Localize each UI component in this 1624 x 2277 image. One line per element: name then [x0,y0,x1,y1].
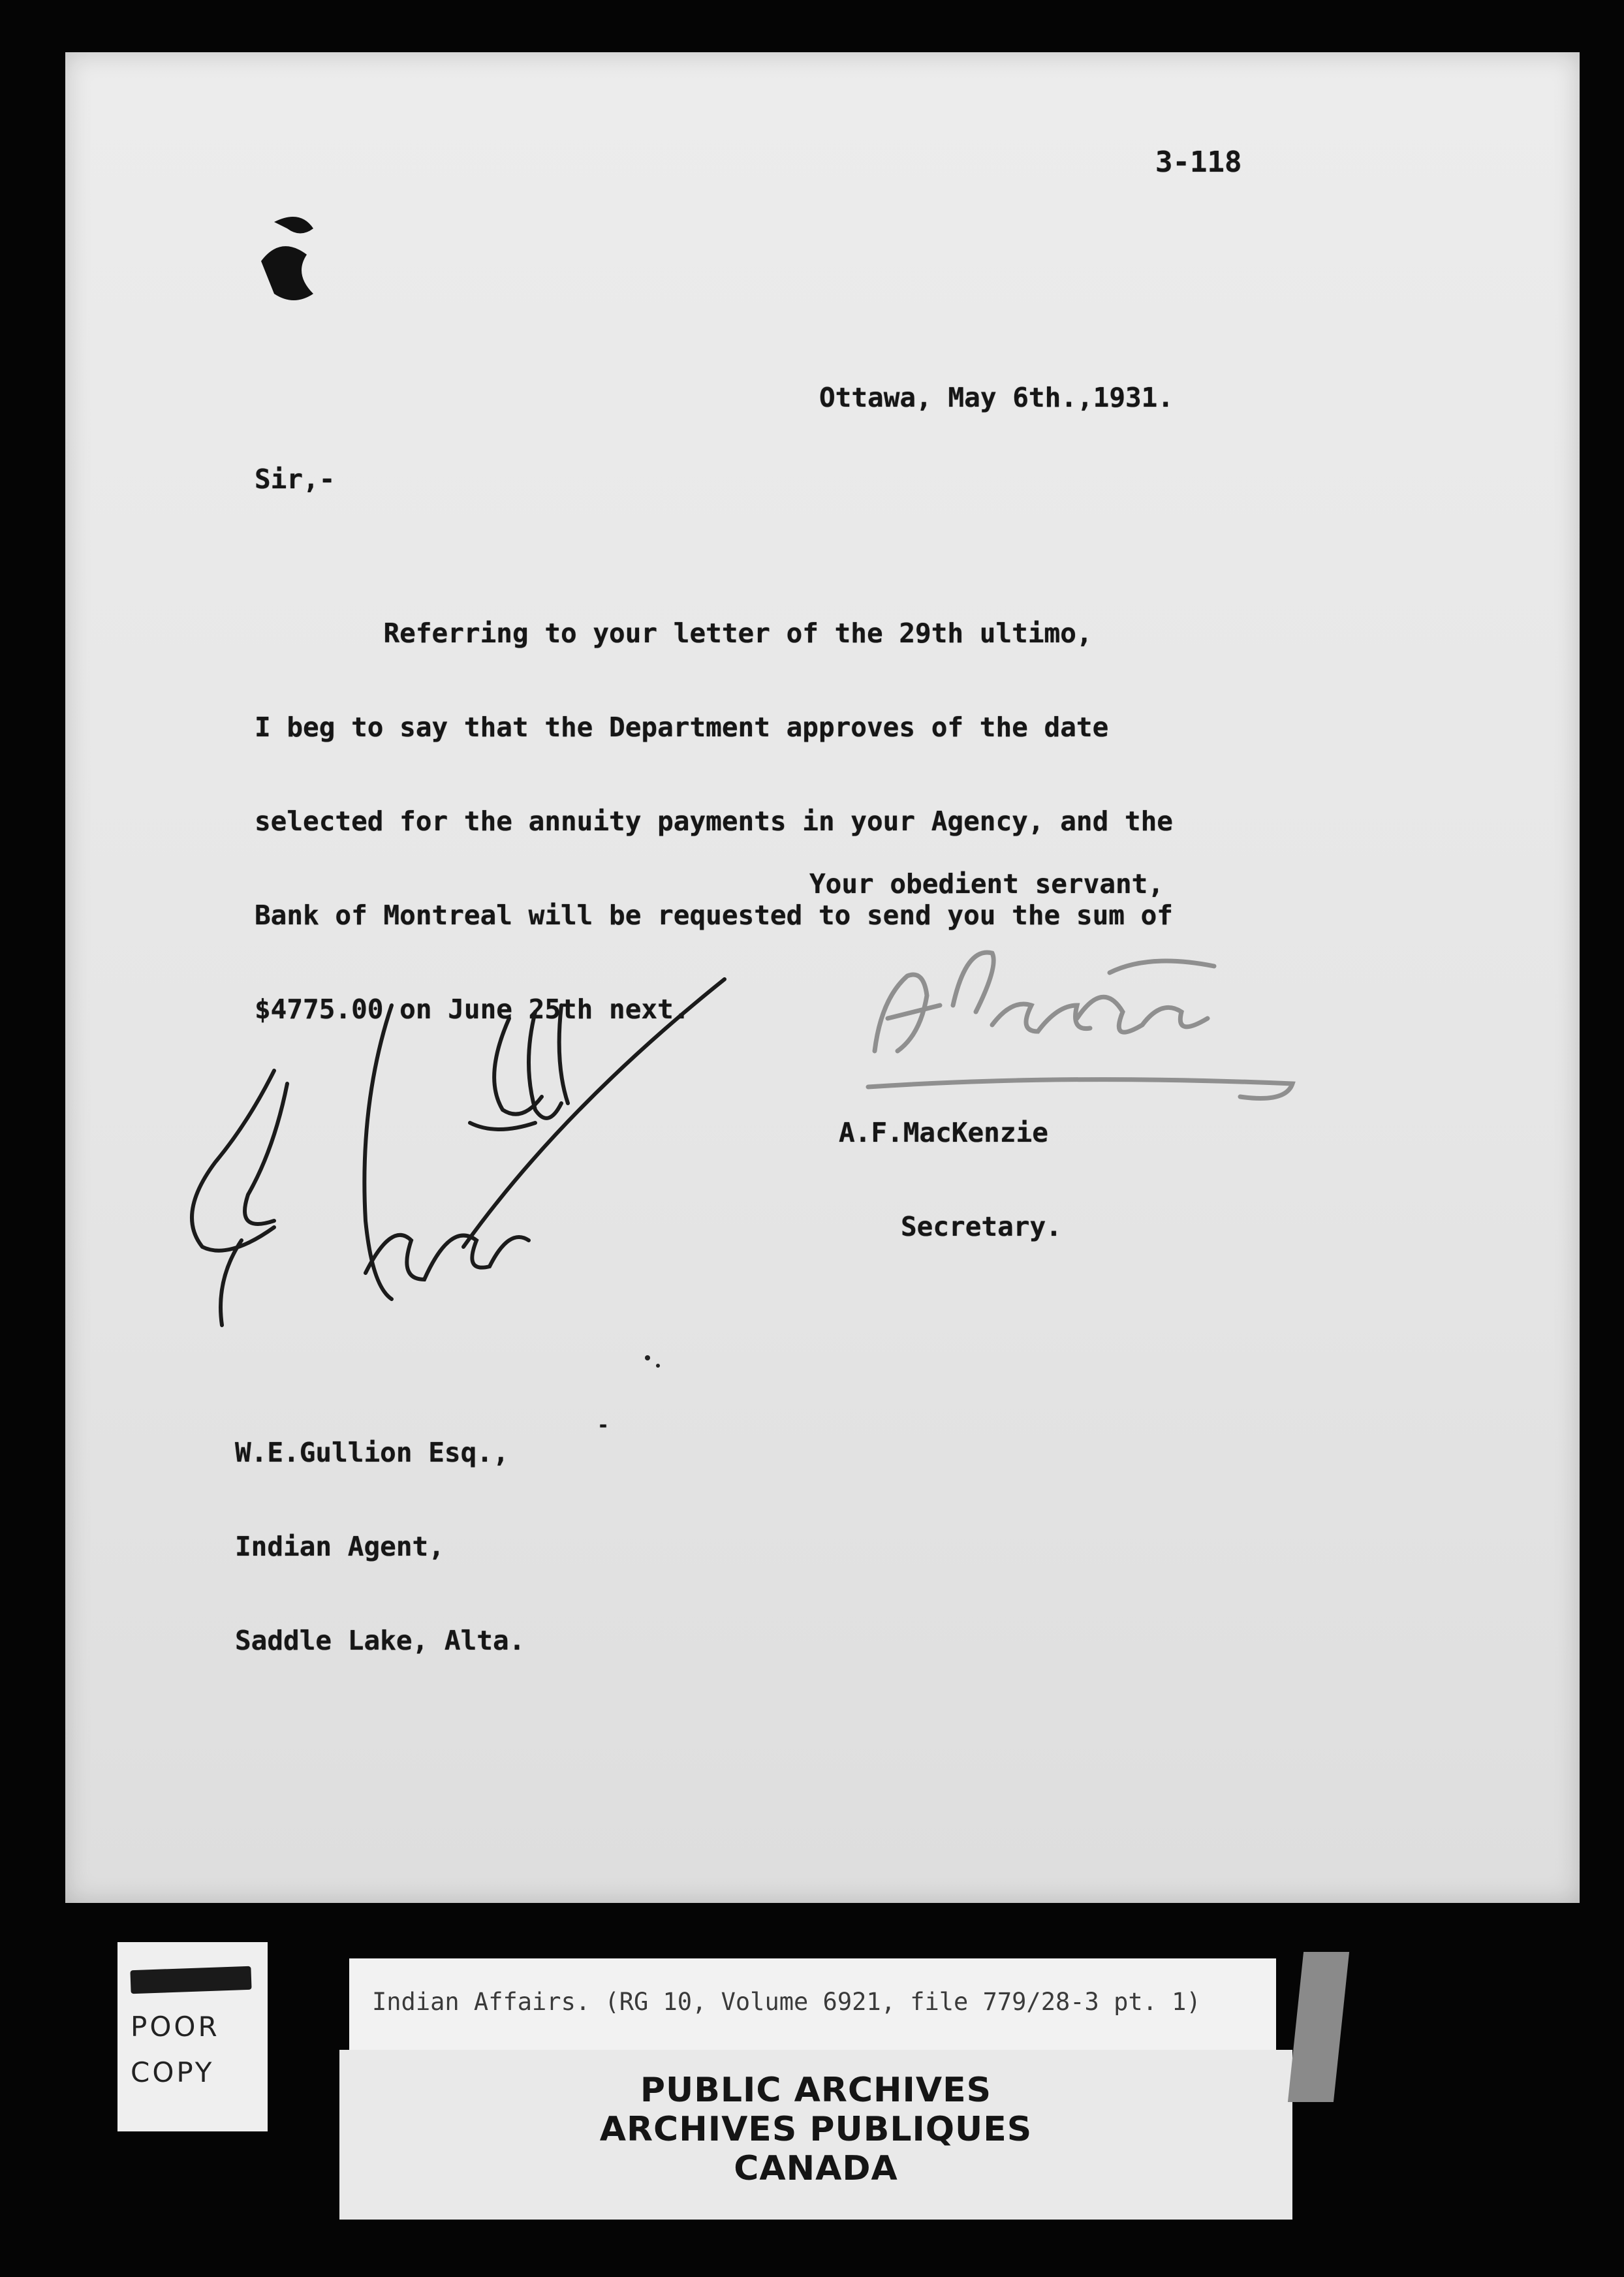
margin-initials [192,979,725,1325]
reference-strip [349,1958,1276,2050]
body-line: Bank of Montreal will be requested to send you the sum of [255,900,1173,931]
body-line: $4775.00 on June 25th next. [255,994,690,1025]
corner-mark [261,217,313,300]
poor-copy-label [117,1942,268,2131]
closing-line: Your obedient servant, [809,868,1164,900]
signature-mackenzie [868,952,1292,1099]
date-line: Ottawa, May 6th.,1931. [819,382,1174,413]
file-number: 3-118 [1155,146,1242,179]
addressee-line: W.E.Gullion Esq., [235,1437,509,1468]
ink-dot [656,1364,660,1368]
body-line: Referring to your letter of the 29th ultimo, [255,618,1093,649]
ink-dot [645,1355,650,1360]
stray-mark: - [597,1414,610,1437]
signer-name: A.F.MacKenzie [839,1117,1048,1148]
redacted-scribble [130,1966,251,1994]
stamp-line: ARCHIVES PUBLIQUES [599,2110,1033,2149]
body-line: I beg to say that the Department approves of the date [255,712,1109,743]
salutation: Sir,- [255,463,336,495]
archives-stamp [339,2050,1292,2220]
signer-title: Secretary. [901,1211,1062,1242]
addressee-line: Saddle Lake, Alta. [235,1625,525,1656]
addressee-line: Indian Agent, [235,1531,445,1562]
body-line: selected for the annuity payments in your Agency, and the [255,806,1173,837]
stamp-line: CANADA [734,2149,898,2188]
handwritten-note: COPY [131,2056,215,2088]
archive-reference: Indian Affairs. (RG 10, Volume 6921, file 779/28-3 pt. 1) [372,1988,1201,2016]
handwritten-note: POOR [131,2011,220,2043]
stamp-line: PUBLIC ARCHIVES [640,2071,992,2110]
